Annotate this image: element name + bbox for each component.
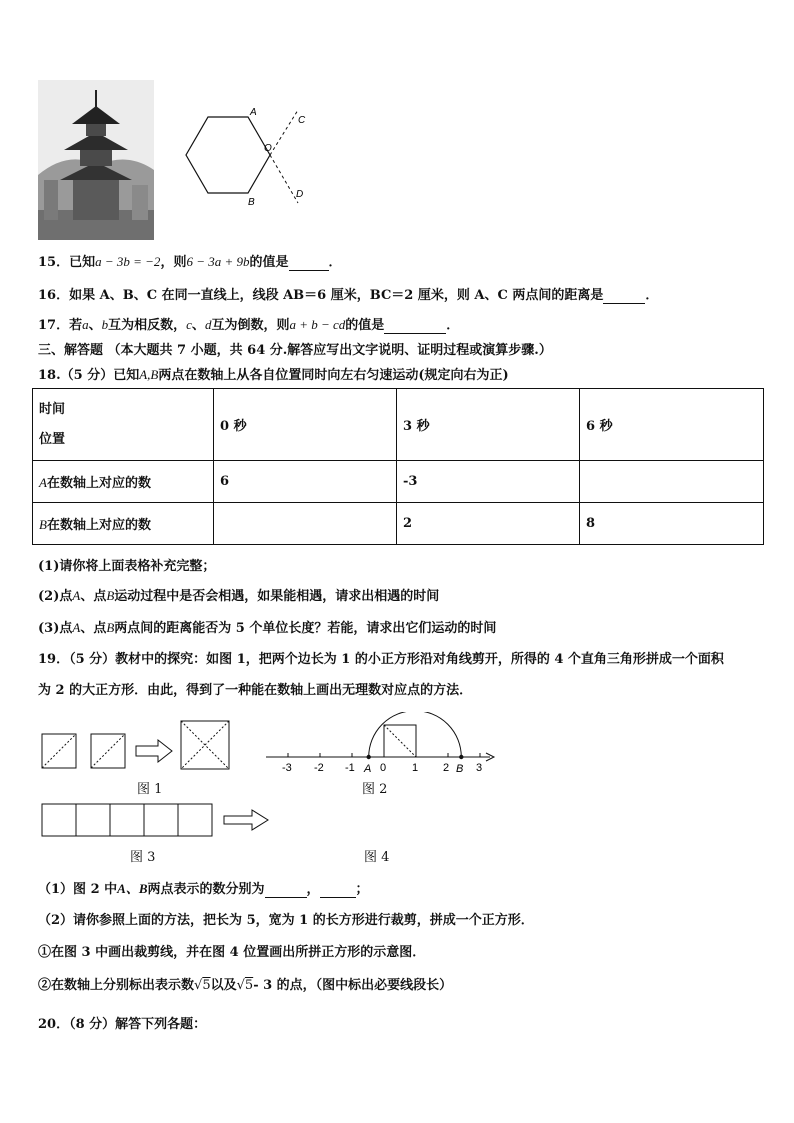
question-16: [38, 284, 658, 304]
q18-sub3-pre: (3)点: [38, 621, 73, 636]
q19-line1: 19．（5 分）教材中的探究：如图 1，把两个边长为 1 的小正方形沿对角线剪开，所得的 4 个直角三角形拼成一个面积: [38, 652, 724, 667]
q18-sub3-mid: 、点: [80, 621, 107, 636]
q19-item2-pre: ②在数轴上分别标出表示数: [38, 978, 195, 993]
figure-3: [38, 800, 278, 840]
corner-position: 位置: [39, 431, 66, 447]
col-3s: 3 秒: [397, 389, 580, 461]
q16-answer-blank[interactable]: [603, 288, 645, 304]
q15-end: ．: [328, 255, 342, 270]
q17-sep1: 、: [88, 318, 102, 333]
q18-sub2-b: B: [106, 588, 115, 603]
q15-answer-blank[interactable]: [289, 255, 329, 271]
point-A-label: A: [364, 763, 372, 775]
sqrt-5-a-radicand: 5: [202, 978, 211, 993]
row-A-text: 在数轴上对应的数: [46, 476, 151, 491]
q15-number: 15．: [38, 255, 70, 270]
tick-0: 0: [380, 762, 387, 774]
label-D: D: [296, 189, 304, 200]
row-A-label: [33, 461, 214, 503]
q18-sub3-rest: 两点间的距离能否为 5 个单位长度？若能，请求出它们运动的时间: [114, 621, 497, 636]
q18-vars: A,B: [139, 367, 159, 382]
figure-2-number-line: [262, 712, 498, 776]
q19-line2: 为 2 的大正方形．由此，得到了一种能在数轴上画出无理数对应点的方法．: [38, 683, 473, 698]
cell-B-6s: 8: [580, 503, 764, 545]
table-corner-cell: [33, 389, 214, 461]
label-B: B: [248, 197, 255, 208]
q15-pre: 已知: [69, 255, 96, 270]
question-15: [38, 251, 342, 271]
q18-sub1: (1)请你将上面表格补充完整；: [38, 559, 216, 574]
q18-sub2-mid: 、点: [80, 589, 107, 604]
q19-sub1-pre: （1）图 2 中: [38, 882, 118, 897]
tick-2: 2: [443, 762, 450, 774]
table-header-row: [33, 389, 764, 461]
fig3-caption: 图 3: [130, 850, 156, 865]
q17-expression: a + b − cd: [289, 317, 346, 332]
fig2-caption: 图 2: [362, 782, 388, 797]
q15-condition: a − 3b = −2: [95, 254, 161, 269]
sqrt-5-b-radicand: 5: [244, 978, 254, 993]
q18-sub2: [38, 585, 439, 604]
q19-answer-blank-b[interactable]: [320, 882, 356, 898]
q16-end: ．: [645, 288, 659, 303]
q19-sub1-end: ；: [355, 882, 369, 897]
row-A-var: A: [39, 475, 47, 490]
q17-sep2: 、: [191, 318, 205, 333]
row-B-label: [33, 503, 214, 545]
q17-text2: 互为倒数，则: [211, 318, 290, 333]
tick-neg3: -3: [282, 762, 292, 774]
tick-1: 1: [412, 762, 419, 774]
section-3-heading: 三、解答题 （本大题共 7 小题，共 64 分.解答应写出文字说明、证明过程或演算步骤.）: [38, 343, 552, 358]
q17-answer-blank[interactable]: [384, 318, 446, 334]
question-18-heading: [38, 364, 509, 383]
pagoda-photo: [38, 80, 154, 240]
cell-A-0s: 6: [214, 461, 397, 503]
tick-neg1: -1: [345, 762, 355, 774]
question-17: [38, 314, 459, 334]
q15-expression: 6 − 3a + 9b: [186, 254, 250, 269]
row-B-var: B: [39, 517, 47, 532]
q17-pre: 若: [69, 318, 83, 333]
table-row-B: [33, 503, 764, 545]
label-A: A: [250, 107, 257, 118]
q19-item2: [38, 974, 452, 993]
q18-rest: 两点在数轴上从各自位置同时向左右匀速运动(规定向右为正): [158, 368, 509, 383]
q16-text: 16．如果 A、B、C 在同一直线上，线段 AB＝6 厘米，BC＝2 厘米，则 A、C 两点间的距离是: [38, 288, 604, 303]
figure-1: [38, 718, 238, 776]
row-B-text: 在数轴上对应的数: [46, 518, 151, 533]
q18-sub2-pre: (2)点: [38, 589, 73, 604]
q18-sub3: [38, 617, 496, 636]
q17-end: ．: [446, 318, 460, 333]
q18-sub2-a: A: [72, 588, 81, 603]
q18-number: 18.（5 分）已知: [38, 368, 140, 383]
q19-item2-mid: 以及: [210, 978, 237, 993]
question-20: 20．（8 分）解答下列各题：: [38, 1017, 207, 1032]
q19-item1: ①在图 3 中画出裁剪线，并在图 4 位置画出所拼正方形的示意图．: [38, 945, 426, 960]
q15-mid: ，则: [160, 255, 187, 270]
q17-var-c: c: [186, 317, 192, 332]
q19-sub2: （2）请你参照上面的方法，把长为 5，宽为 1 的长方形进行裁剪，拼成一个正方形．: [38, 913, 534, 928]
label-C: C: [298, 115, 306, 126]
tick-neg2: -2: [314, 762, 324, 774]
cell-A-3s: -3: [397, 461, 580, 503]
cell-B-0s[interactable]: [214, 503, 397, 545]
q18-sub2-rest: 运动过程中是否会相遇，如果能相遇，请求出相遇的时间: [114, 589, 440, 604]
table-row-A: [33, 461, 764, 503]
q19-answer-blank-a[interactable]: [265, 882, 307, 898]
q18-sub3-b: B: [106, 620, 115, 635]
q17-var-d: d: [204, 317, 212, 332]
q18-sub3-a: A: [72, 620, 81, 635]
cell-B-3s: 2: [397, 503, 580, 545]
cell-A-6s[interactable]: [580, 461, 764, 503]
corner-time: 时间: [39, 401, 66, 417]
tick-3: 3: [476, 762, 483, 774]
q18-table: [32, 388, 764, 545]
fig4-caption: 图 4: [364, 850, 390, 865]
q17-var-b: b: [101, 317, 109, 332]
q19-sub1-sep: ，: [306, 882, 320, 897]
q19-sub1: [38, 878, 369, 898]
q15-post: 的值是: [249, 255, 289, 270]
point-B-label: B: [456, 763, 464, 775]
col-6s: 6 秒: [580, 389, 764, 461]
q19-item2-rest: - 3 的点，（图中标出必要线段长）: [253, 978, 453, 993]
col-0s: 0 秒: [214, 389, 397, 461]
q17-text1: 互为相反数，: [108, 318, 187, 333]
sqrt-5-b: √5: [236, 978, 254, 993]
q17-number: 17．: [38, 318, 70, 333]
q17-text3: 的值是: [345, 318, 385, 333]
q19-sub1-ab: A、B: [117, 881, 148, 896]
sqrt-5-a: √5: [194, 978, 211, 993]
q19-sub1-rest: 两点表示的数分别为: [147, 882, 265, 897]
fig1-caption: 图 1: [137, 782, 163, 797]
label-O: O: [264, 143, 272, 154]
q17-var-a: a: [82, 317, 89, 332]
hexagon-figure: [180, 105, 310, 215]
